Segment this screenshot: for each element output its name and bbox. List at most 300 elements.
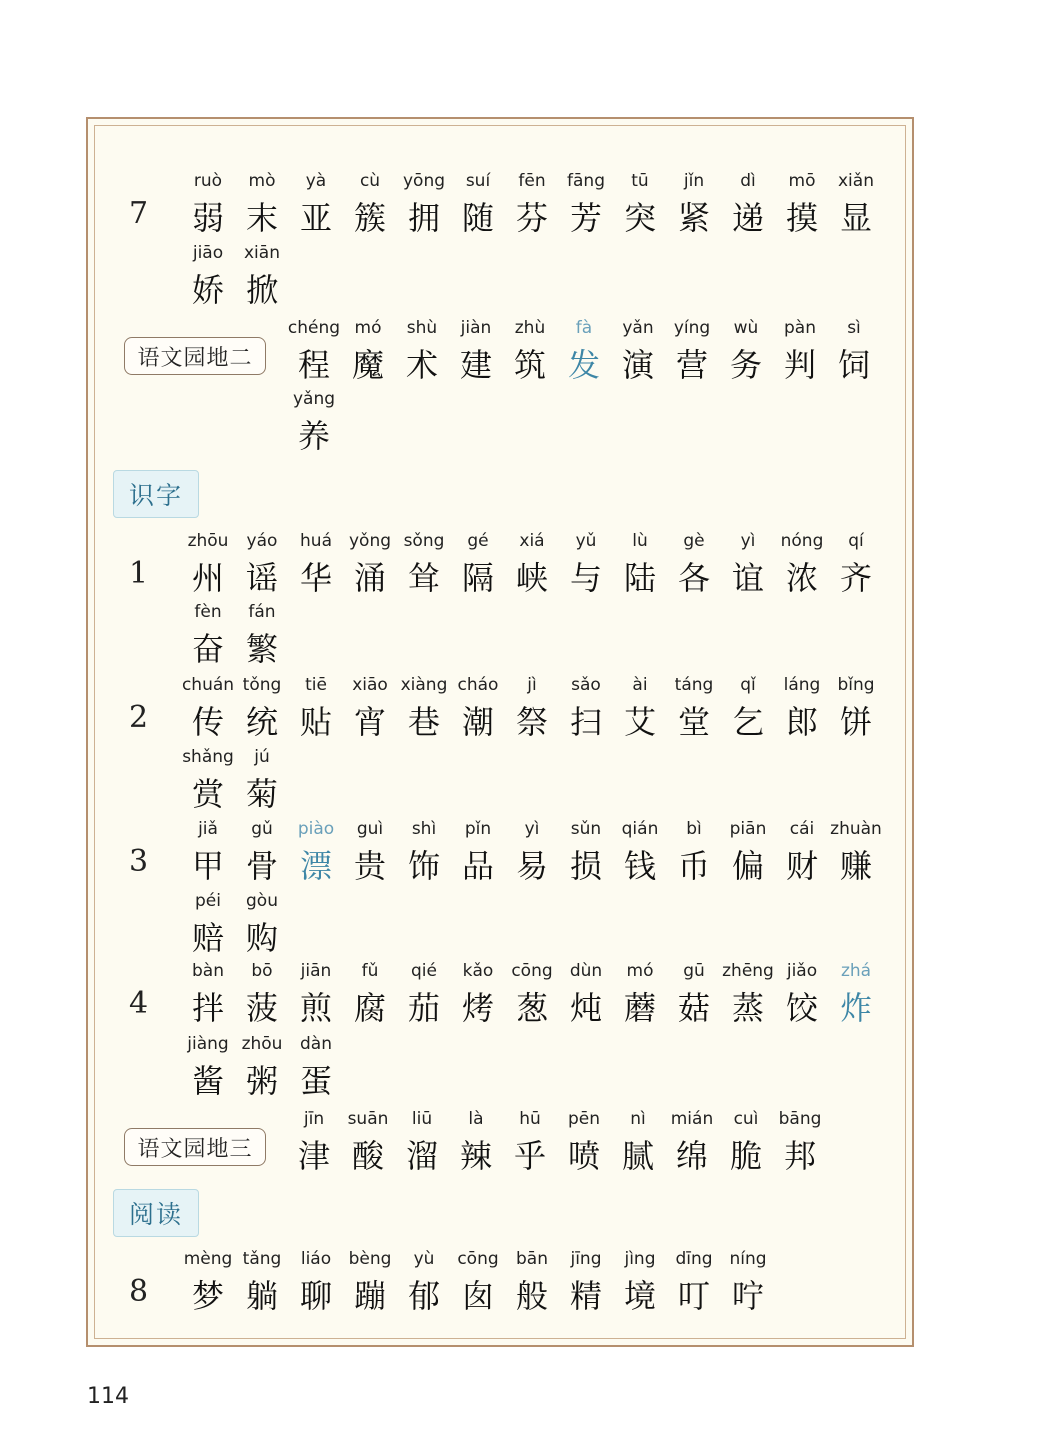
hanzi: 突 [623,199,656,237]
hanzi: 摸 [785,199,818,237]
vocab-character [611,317,665,385]
vocab-character [343,674,397,742]
hanzi: 品 [461,847,494,885]
pinyin: fāng [567,171,605,191]
vocab-character [181,242,235,310]
vocab-character [235,242,289,310]
hanzi: 扫 [569,703,602,741]
pinyin: zhōu [187,531,229,551]
vocab-character [289,818,343,886]
hanzi: 建 [459,346,492,384]
hanzi: 务 [729,346,762,384]
pinyin: hū [519,1109,541,1129]
pinyin: yǎng [292,389,336,409]
vocab-character [181,601,235,669]
vocab-character [721,1248,775,1316]
pinyin: xiān [244,243,280,263]
pinyin: lù [632,531,648,551]
pinyin: cái [789,819,815,839]
hanzi: 叮 [677,1277,710,1315]
pinyin: tū [631,171,649,191]
vocab-character [559,818,613,886]
vocab-character [181,170,235,238]
vocab-character [557,1108,611,1176]
pinyin: huá [300,531,332,551]
pinyin: pǐn [464,819,492,839]
vocab-character [721,818,775,886]
pinyin: xiāo [352,675,388,695]
hanzi: 炸 [839,989,872,1027]
hanzi: 芬 [515,199,548,237]
pinyin: mó [626,961,654,981]
section-box-yuwen-san: 语文园地三 [124,1128,266,1166]
hanzi: 统 [245,703,278,741]
vocab-character [397,674,451,742]
pinyin: jīng [570,1249,602,1269]
hanzi: 州 [191,559,224,597]
vocab-character [613,960,667,1028]
hanzi: 酸 [351,1137,384,1175]
vocab-character [181,960,235,1028]
pinyin: tǒng [242,675,282,695]
pinyin: chéng [287,318,341,338]
pinyin: gè [683,531,705,551]
hanzi: 咛 [731,1277,764,1315]
hanzi: 奋 [191,630,224,668]
pinyin: sǔn [570,819,602,839]
hanzi: 腐 [353,989,386,1027]
hanzi: 饺 [785,989,818,1027]
pinyin: bān [516,1249,548,1269]
vocab-character [613,530,667,598]
vocab-character [665,317,719,385]
vocab-character [667,960,721,1028]
hanzi: 术 [405,346,438,384]
hanzi: 弱 [191,199,224,237]
hanzi: 拌 [191,989,224,1027]
hanzi: 境 [623,1277,656,1315]
vocab-character [613,1248,667,1316]
hanzi: 浓 [785,559,818,597]
vocab-character [343,818,397,886]
hanzi: 营 [675,346,708,384]
hanzi: 峡 [515,559,548,597]
hanzi: 祭 [515,703,548,741]
vocab-character [721,960,775,1028]
hanzi: 巷 [407,703,440,741]
vocab-character [721,674,775,742]
vocab-character [343,1248,397,1316]
hanzi: 绵 [675,1137,708,1175]
hanzi: 涌 [353,559,386,597]
pinyin: fèn [194,602,222,622]
pinyin: zhēng [722,961,774,981]
pinyin: mò [248,171,276,191]
vocab-character [505,960,559,1028]
vocab-character [613,674,667,742]
vocab-character [451,1248,505,1316]
hanzi: 隔 [461,559,494,597]
pinyin: pàn [784,318,816,338]
hanzi: 与 [569,559,602,597]
pinyin: jú [254,747,270,767]
pinyin: gǔ [251,819,273,839]
vocab-character [505,170,559,238]
hanzi: 骨 [245,847,278,885]
pinyin: dùn [569,961,603,981]
vocab-character [289,1248,343,1316]
vocab-character [503,1108,557,1176]
vocab-character [235,170,289,238]
lesson-number: 8 [129,1274,149,1309]
pinyin: sì [847,318,861,338]
vocab-character [289,674,343,742]
pinyin: gé [467,531,489,551]
pinyin: cōng [457,1249,499,1269]
section-tag-shizi: 识字 [113,470,199,518]
vocab-character [719,317,773,385]
vocab-character [827,317,881,385]
vocab-character [829,530,883,598]
hanzi: 菇 [677,989,710,1027]
pinyin: yōng [402,171,446,191]
pinyin: shǎng [182,747,234,767]
vocab-character [289,960,343,1028]
hanzi: 筑 [513,346,546,384]
hanzi: 乎 [513,1137,546,1175]
hanzi: 赚 [839,847,872,885]
hanzi: 乞 [731,703,764,741]
hanzi: 紧 [677,199,710,237]
pinyin: là [468,1109,484,1129]
lesson-number: 2 [129,700,149,735]
hanzi: 溜 [405,1137,438,1175]
hanzi: 喷 [567,1137,600,1175]
pinyin: bèng [348,1249,392,1269]
hanzi: 华 [299,559,332,597]
pinyin: piào [297,819,335,839]
hanzi: 各 [677,559,710,597]
vocab-character [397,530,451,598]
hanzi: 梦 [191,1277,224,1315]
hanzi: 烤 [461,989,494,1027]
pinyin: fà [575,318,593,338]
hanzi: 精 [569,1277,602,1315]
pinyin: zhù [514,318,546,338]
pinyin: piān [729,819,767,839]
vocab-character [721,170,775,238]
vocab-character [287,1108,341,1176]
vocab-character [235,746,289,814]
vocab-character [181,890,235,958]
vocab-character [667,530,721,598]
vocab-character [287,317,341,385]
pinyin: xiǎn [838,171,874,191]
pinyin: jiǎ [198,819,218,839]
vocab-character [181,818,235,886]
vocab-character [505,530,559,598]
vocab-character [829,818,883,886]
vocab-character [235,601,289,669]
pinyin: tǎng [242,1249,282,1269]
pinyin: jìng [624,1249,656,1269]
pinyin: cōng [511,961,553,981]
hanzi: 艾 [623,703,656,741]
pinyin: láng [783,675,821,695]
pinyin: bō [251,961,273,981]
hanzi: 演 [621,346,654,384]
pinyin: kǎo [462,961,494,981]
pinyin: ruò [193,171,223,191]
vocab-character [287,388,341,456]
hanzi: 饼 [839,703,872,741]
pinyin: jiān [300,961,332,981]
hanzi: 聊 [299,1277,332,1315]
pinyin: táng [674,675,714,695]
hanzi: 炖 [569,989,602,1027]
pinyin: suān [347,1109,389,1129]
vocab-character [667,818,721,886]
hanzi: 陆 [623,559,656,597]
vocab-character [721,530,775,598]
vocab-character [829,960,883,1028]
pinyin: zhuàn [830,819,882,839]
hanzi: 显 [839,199,872,237]
vocab-character [505,674,559,742]
pinyin: sǎo [571,675,601,695]
vocab-character [559,530,613,598]
hanzi: 谊 [731,559,764,597]
pinyin: suí [465,171,491,191]
pinyin: níng [729,1249,767,1269]
hanzi: 菊 [245,775,278,813]
hanzi: 赔 [191,919,224,957]
pinyin: jiǎo [786,961,818,981]
vocab-character [395,1108,449,1176]
pinyin: dì [740,171,756,191]
pinyin: bāng [778,1109,822,1129]
hanzi: 娇 [191,271,224,309]
pinyin: jiàng [187,1034,229,1054]
pinyin: mō [788,171,816,191]
vocab-character [235,960,289,1028]
hanzi: 谣 [245,559,278,597]
pinyin: ài [632,675,648,695]
hanzi: 簇 [353,199,386,237]
hanzi: 币 [677,847,710,885]
vocab-character [611,1108,665,1176]
pinyin: yù [413,1249,435,1269]
vocab-character [289,530,343,598]
pinyin: fǔ [361,961,379,981]
vocab-character [829,674,883,742]
pinyin: yǔ [575,531,597,551]
vocab-character [559,960,613,1028]
vocab-character [289,170,343,238]
lesson-number: 7 [129,196,149,231]
vocab-character [235,530,289,598]
pinyin: zhá [840,961,872,981]
hanzi: 递 [731,199,764,237]
pinyin: jǐn [683,171,705,191]
pinyin: yǒng [348,531,392,551]
hanzi: 损 [569,847,602,885]
vocab-character [775,530,829,598]
pinyin: zhōu [241,1034,283,1054]
vocab-character [775,674,829,742]
pinyin: dīng [675,1249,713,1269]
pinyin: chuán [181,675,235,695]
hanzi: 末 [245,199,278,237]
hanzi: 传 [191,703,224,741]
hanzi: 蹦 [353,1277,386,1315]
vocab-character [451,674,505,742]
hanzi: 贵 [353,847,386,885]
vocab-character [503,317,557,385]
vocab-character [451,170,505,238]
pinyin: fán [248,602,276,622]
pinyin: shì [411,819,437,839]
hanzi: 偏 [731,847,764,885]
vocab-character [343,960,397,1028]
hanzi: 茄 [407,989,440,1027]
hanzi: 掀 [245,271,278,309]
pinyin: liū [411,1109,433,1129]
vocab-character [505,818,559,886]
vocab-character [719,1108,773,1176]
hanzi: 葱 [515,989,548,1027]
hanzi: 繁 [245,630,278,668]
pinyin: qián [621,819,659,839]
vocab-character [613,818,667,886]
hanzi: 发 [567,346,600,384]
hanzi: 邦 [783,1137,816,1175]
pinyin: tiē [305,675,327,695]
vocab-character [235,1033,289,1101]
hanzi: 漂 [299,847,332,885]
hanzi: 拥 [407,199,440,237]
pinyin: yì [524,819,540,839]
hanzi: 躺 [245,1277,278,1315]
vocab-character [775,960,829,1028]
vocab-character [235,674,289,742]
pinyin: yáo [246,531,278,551]
hanzi: 煎 [299,989,332,1027]
pinyin: jiàn [460,318,492,338]
pinyin: péi [195,891,221,911]
pinyin: mó [354,318,382,338]
pinyin: cù [359,171,381,191]
pinyin: bàn [192,961,224,981]
vocab-character [773,317,827,385]
hanzi: 购 [245,919,278,957]
vocab-character [449,1108,503,1176]
lesson-number: 4 [129,986,149,1021]
hanzi: 随 [461,199,494,237]
hanzi: 郎 [785,703,818,741]
pinyin: mèng [183,1249,233,1269]
pinyin: nóng [780,531,824,551]
vocab-character [397,818,451,886]
hanzi: 宵 [353,703,386,741]
hanzi: 腻 [621,1137,654,1175]
hanzi: 般 [515,1277,548,1315]
pinyin: pēn [567,1109,601,1129]
pinyin: cháo [457,675,499,695]
pinyin: dàn [300,1034,332,1054]
pinyin: gòu [246,891,278,911]
hanzi: 饰 [407,847,440,885]
vocab-character [667,1248,721,1316]
hanzi: 蘑 [623,989,656,1027]
pinyin: qí [848,531,864,551]
pinyin: fēn [518,171,546,191]
vocab-character [559,1248,613,1316]
hanzi: 齐 [839,559,872,597]
vocab-character [557,317,611,385]
vocab-character [773,1108,827,1176]
vocab-character [665,1108,719,1176]
pinyin: wù [733,318,759,338]
pinyin: yǎn [622,318,654,338]
pinyin: sǒng [403,531,445,551]
hanzi: 赏 [191,775,224,813]
pinyin: bì [686,819,702,839]
page-number: 114 [87,1384,129,1409]
hanzi: 蒸 [731,989,764,1027]
pinyin: bǐng [837,675,875,695]
hanzi: 囱 [461,1277,494,1315]
pinyin: yíng [673,318,711,338]
hanzi: 耸 [407,559,440,597]
vocab-character [829,170,883,238]
hanzi: 粥 [245,1062,278,1100]
pinyin: jiāo [192,243,224,263]
hanzi: 酱 [191,1062,224,1100]
pinyin: nì [630,1109,646,1129]
hanzi: 贴 [299,703,332,741]
vocab-character [775,170,829,238]
vocab-character [343,530,397,598]
vocab-character [613,170,667,238]
hanzi: 财 [785,847,818,885]
pinyin: yì [740,531,756,551]
vocab-character [235,818,289,886]
vocab-character [451,818,505,886]
vocab-character [667,674,721,742]
hanzi: 潮 [461,703,494,741]
section-box-yuwen-er: 语文园地二 [124,337,266,375]
vocab-character [343,170,397,238]
vocab-character [289,1033,343,1101]
vocab-character [341,1108,395,1176]
pinyin: yà [305,171,327,191]
vocab-character [451,530,505,598]
hanzi: 甲 [191,847,224,885]
hanzi: 养 [297,417,330,455]
vocab-character [775,818,829,886]
vocab-character [505,1248,559,1316]
pinyin: qǐ [740,675,756,695]
vocab-character [667,170,721,238]
pinyin: shù [406,318,438,338]
hanzi: 郁 [407,1277,440,1315]
hanzi: 菠 [245,989,278,1027]
hanzi: 易 [515,847,548,885]
lesson-number: 3 [129,844,149,879]
hanzi: 蛋 [299,1062,332,1100]
pinyin: guì [356,819,384,839]
